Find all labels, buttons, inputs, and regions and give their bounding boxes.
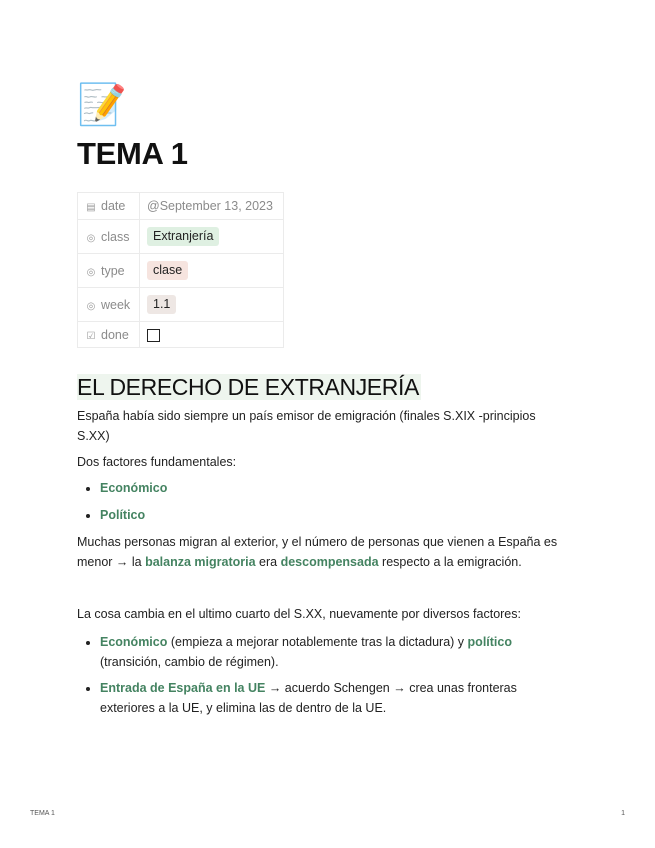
property-key: week [101,297,131,312]
select-icon: ◎ [86,300,96,312]
week-tag[interactable]: 1.1 [147,295,176,314]
property-key: type [101,263,125,278]
type-tag[interactable]: clase [147,261,188,280]
paragraph: Dos factores fundamentales: [77,455,237,469]
paragraph: España había sido siempre un país emisor de emigración (finales S.XIX -principios S.XX) [77,409,536,443]
done-checkbox[interactable] [147,329,160,342]
property-key: done [101,327,129,342]
date-value[interactable]: @September 13, 2023 [147,199,273,213]
property-key: class [101,229,130,244]
select-icon: ◎ [86,232,96,244]
page-content [77,82,577,724]
property-row-class [78,220,284,254]
class-tag[interactable]: Extranjería [147,227,219,246]
list-item: • Económico (empieza a mejorar notablemente tras la dictadura) y político (transición, cambio de régimen). [100,632,560,672]
page-emoji-icon: 📝 [77,83,127,127]
list-item: • Económico [100,478,577,498]
properties-table [77,192,284,348]
select-icon: ◎ [86,266,96,278]
property-key: date [101,199,126,213]
property-row-type [78,254,284,288]
page-title: TEMA 1 [77,136,188,171]
section-heading: EL DERECHO DE EXTRANJERÍA [77,374,419,400]
checkbox-icon: ☑ [86,330,96,342]
paragraph: La cosa cambia en el ultimo cuarto del S.XX, nuevamente por diversos factores: [77,607,521,621]
list-item: • Político [100,505,577,525]
factors-list-2 [77,632,560,718]
list-item: • Entrada de España en la UE → acuerdo Schengen → crea unas fronteras exteriores a la UE, y elimina las de dentro de la UE. [100,678,560,718]
property-row-date [78,193,284,220]
footer-title: TEMA 1 [30,810,55,817]
property-row-done [78,322,284,348]
property-row-week [78,288,284,322]
paragraph: Muchas personas migran al exterior, y el número de personas que vienen a España es menor → la balanza migratoria era descompensada respecto a la emigración. [77,535,558,569]
calendar-icon: ▤ [86,202,96,213]
factors-list [77,478,577,525]
page-number: 1 [621,810,625,817]
